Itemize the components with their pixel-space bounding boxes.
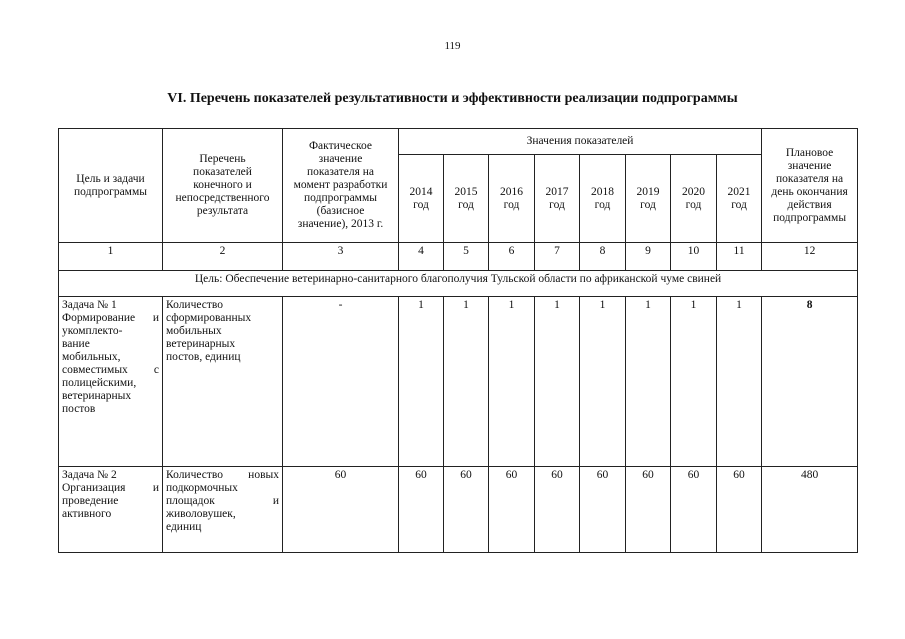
table-row — [59, 297, 858, 467]
column-number: 1 — [59, 243, 163, 271]
header-actual-value: Фактическое значение показателя на момент разработки подпрограммы (базисное значение), 2013 г. — [283, 129, 399, 243]
year-value-cell: 60 — [444, 467, 489, 553]
year-value-cell: 60 — [671, 467, 717, 553]
task-cell: Задача № 1 Формирование и укомплекто- вание мобильных, совместимых с полицейскими, ветеринарных постов — [59, 297, 163, 467]
header-year: 2019 год — [626, 155, 671, 243]
column-number: 3 — [283, 243, 399, 271]
year-value-cell: 1 — [580, 297, 626, 467]
indicator-cell: Количество сформированных мобильных ветеринарных постов, единиц — [163, 297, 283, 467]
year-value-cell: 1 — [535, 297, 580, 467]
year-value-cell: 1 — [489, 297, 535, 467]
header-planned-value: Плановое значение показателя на день окончания действия подпрограммы — [762, 129, 858, 243]
year-value-cell: 60 — [399, 467, 444, 553]
year-value-cell: 60 — [580, 467, 626, 553]
column-number: 4 — [399, 243, 444, 271]
header-year: 2017 год — [535, 155, 580, 243]
header-year: 2015 год — [444, 155, 489, 243]
year-value-cell: 1 — [626, 297, 671, 467]
planned-value-cell: 480 — [762, 467, 858, 553]
year-value-cell: 1 — [717, 297, 762, 467]
column-number: 9 — [626, 243, 671, 271]
planned-value-cell: 8 — [762, 297, 858, 467]
table-row — [59, 467, 858, 553]
header-year: 2021 год — [717, 155, 762, 243]
header-values-group: Значения показателей — [399, 129, 762, 155]
header-indicators: Перечень показателей конечного и непосредственного результата — [163, 129, 283, 243]
goal-row: Цель: Обеспечение ветеринарно-санитарного благополучия Тульской области по африканской чуме свиней — [59, 271, 858, 297]
task-cell: Задача № 2 Организация и проведение активного — [59, 467, 163, 553]
year-value-cell: 1 — [444, 297, 489, 467]
header-year: 2016 год — [489, 155, 535, 243]
actual-value-cell: - — [283, 297, 399, 467]
header-year: 2018 год — [580, 155, 626, 243]
header-year: 2014 год — [399, 155, 444, 243]
year-value-cell: 60 — [535, 467, 580, 553]
column-number: 12 — [762, 243, 858, 271]
header-year: 2020 год — [671, 155, 717, 243]
column-number: 6 — [489, 243, 535, 271]
section-title: VI. Перечень показателей результативности и эффективности реализации подпрограммы — [167, 91, 738, 106]
year-value-cell: 1 — [671, 297, 717, 467]
column-number: 11 — [717, 243, 762, 271]
header-goal: Цель и задачи подпрограммы — [59, 129, 163, 243]
column-numbers-row — [59, 243, 858, 271]
column-number: 10 — [671, 243, 717, 271]
year-value-cell: 60 — [489, 467, 535, 553]
year-value-cell: 1 — [399, 297, 444, 467]
column-number: 2 — [163, 243, 283, 271]
column-number: 8 — [580, 243, 626, 271]
page-number: 119 — [444, 40, 461, 52]
year-value-cell: 60 — [717, 467, 762, 553]
column-number: 5 — [444, 243, 489, 271]
actual-value-cell: 60 — [283, 467, 399, 553]
indicators-table — [58, 128, 858, 553]
column-number: 7 — [535, 243, 580, 271]
indicator-cell: Количество новых подкормочных площадок и живоловушек, единиц — [163, 467, 283, 553]
year-value-cell: 60 — [626, 467, 671, 553]
